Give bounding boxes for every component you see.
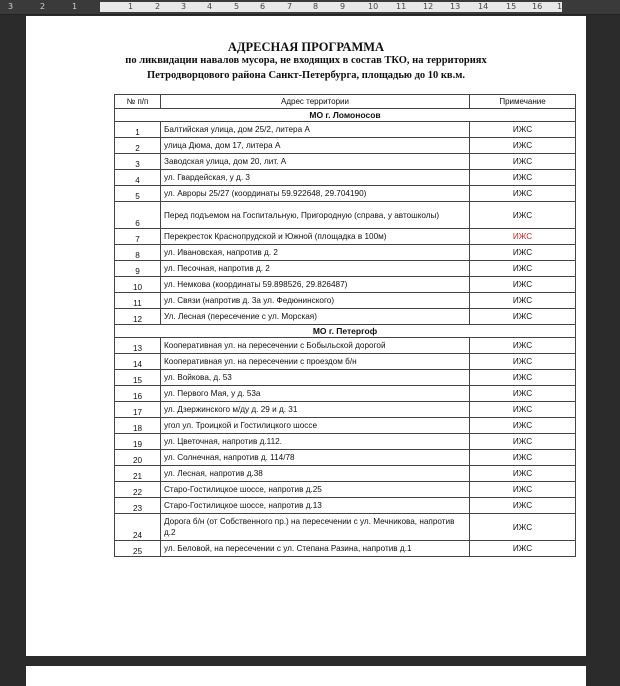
row-number: 22	[115, 482, 161, 498]
row-address: Ул. Лесная (пересечение с ул. Морская)	[161, 309, 470, 325]
row-number: 4	[115, 170, 161, 186]
row-number: 7	[115, 229, 161, 245]
row-number: 3	[115, 154, 161, 170]
ruler-tick: 16	[532, 2, 543, 11]
table-row	[115, 514, 576, 541]
row-number: 14	[115, 354, 161, 370]
row-address: Старо-Гостилицкое шоссе, напротив д.25	[161, 482, 470, 498]
table-row	[115, 261, 576, 277]
row-address: ул. Связи (напротив д. 3а ул. Федюнинского)	[161, 293, 470, 309]
table-row	[115, 434, 576, 450]
ruler-tick: 1	[128, 2, 134, 11]
ruler-text-area	[100, 2, 562, 12]
row-address: ул. Песочная, напротив д. 2	[161, 261, 470, 277]
row-note: ИЖС	[470, 386, 576, 402]
next-document-page	[26, 666, 586, 686]
row-note: ИЖС	[470, 450, 576, 466]
table-row	[115, 498, 576, 514]
row-address: Кооперативная ул. на пересечении с проездом б/н	[161, 354, 470, 370]
row-address: ул. Цветочная, напротив д.112.	[161, 434, 470, 450]
ruler-tick: 15	[506, 2, 517, 11]
row-number: 23	[115, 498, 161, 514]
table-row	[115, 338, 576, 354]
ruler-tick: 13	[450, 2, 461, 11]
ruler-tick: 12	[423, 2, 434, 11]
row-number: 24	[115, 514, 161, 541]
row-note: ИЖС	[470, 354, 576, 370]
table-row	[115, 277, 576, 293]
row-address: ул. Солнечная, напротив д. 114/78	[161, 450, 470, 466]
row-number: 18	[115, 418, 161, 434]
row-number: 10	[115, 277, 161, 293]
row-note: ИЖС	[470, 338, 576, 354]
row-note: ИЖС	[470, 402, 576, 418]
table-row	[115, 186, 576, 202]
row-number: 9	[115, 261, 161, 277]
row-number: 19	[115, 434, 161, 450]
row-note: ИЖС	[470, 277, 576, 293]
row-number: 25	[115, 541, 161, 557]
table-row	[115, 402, 576, 418]
row-note: ИЖС	[470, 514, 576, 541]
ruler-tick: 9	[340, 2, 346, 11]
row-number: 16	[115, 386, 161, 402]
row-note: ИЖС	[470, 466, 576, 482]
row-number: 15	[115, 370, 161, 386]
row-address: Старо-Гостилицкое шоссе, напротив д.13	[161, 498, 470, 514]
table-row	[115, 482, 576, 498]
row-address: ул. Немкова (координаты 59.898526, 29.826487)	[161, 277, 470, 293]
row-address: Перекресток Краснопрудской и Южной (площадка в 100м)	[161, 229, 470, 245]
table-row	[115, 450, 576, 466]
ruler-tick: 8	[313, 2, 319, 11]
row-address: ул. Дзержинского м/ду д. 29 и д. 31	[161, 402, 470, 418]
row-address: Перед подъемом на Госпитальную, Пригородную (справа, у автошколы)	[161, 202, 470, 229]
row-note: ИЖС	[470, 154, 576, 170]
table-row	[115, 170, 576, 186]
row-note: ИЖС	[470, 418, 576, 434]
row-number: 5	[115, 186, 161, 202]
section-header-row	[115, 325, 576, 338]
row-address: ул. Беловой, на пересечении с ул. Степана Разина, напротив д.1	[161, 541, 470, 557]
ruler-tick: 5	[234, 2, 240, 11]
ruler-tick: 4	[207, 2, 213, 11]
row-address: ул. Гвардейская, у д. 3	[161, 170, 470, 186]
row-number: 17	[115, 402, 161, 418]
row-note: ИЖС	[470, 434, 576, 450]
row-address: угол ул. Троицкой и Гостилицкого шоссе	[161, 418, 470, 434]
row-number: 21	[115, 466, 161, 482]
ruler-tick: 14	[478, 2, 489, 11]
row-note: ИЖС	[470, 245, 576, 261]
ruler-tick: 6	[260, 2, 266, 11]
ruler-tick: 2	[40, 2, 46, 11]
table-row	[115, 466, 576, 482]
table-row	[115, 418, 576, 434]
column-header-note: Примечание	[470, 95, 576, 109]
table-body	[115, 109, 576, 557]
row-address: Заводская улица, дом 20, лит. А	[161, 154, 470, 170]
row-number: 12	[115, 309, 161, 325]
address-table	[114, 94, 576, 557]
document-page	[26, 16, 586, 656]
table-row	[115, 386, 576, 402]
row-address: Дорога б/н (от Собственного пр.) на пересечении с ул. Мечникова, напротив д.2	[161, 514, 470, 541]
row-note: ИЖС	[470, 541, 576, 557]
section-title: МО г. Петергоф	[115, 325, 576, 338]
row-number: 6	[115, 202, 161, 229]
document-subtitle-line-1: по ликвидации навалов мусора, не входящих в состав ТКО, на территориях	[125, 55, 487, 66]
table-row	[115, 245, 576, 261]
section-header-row	[115, 109, 576, 122]
document-subtitle-line-2: Петродворцового района Санкт-Петербурга, площадью до 10 кв.м.	[146, 70, 465, 81]
row-number: 1	[115, 122, 161, 138]
table-row	[115, 309, 576, 325]
row-note: ИЖС	[470, 309, 576, 325]
section-title: МО г. Ломоносов	[115, 109, 576, 122]
row-address: ул. Авроры 25/27 (координаты 59.922648, 29.704190)	[161, 186, 470, 202]
row-address: Кооперативная ул. на пересечении с Бобыльской дорогой	[161, 338, 470, 354]
column-header-number: № п/п	[115, 95, 161, 109]
row-address: улица Дюма, дом 17, литера А	[161, 138, 470, 154]
row-address: Балтийская улица, дом 25/2, литера А	[161, 122, 470, 138]
row-note: ИЖС	[470, 482, 576, 498]
row-note: ИЖС	[470, 186, 576, 202]
table-row	[115, 122, 576, 138]
table-row	[115, 202, 576, 229]
table-row	[115, 370, 576, 386]
row-note: ИЖС	[470, 293, 576, 309]
row-note: ИЖС	[470, 261, 576, 277]
row-note: ИЖС	[470, 370, 576, 386]
row-note: ИЖС	[470, 170, 576, 186]
ruler-tick: 3	[181, 2, 187, 11]
ruler-tick: 7	[287, 2, 293, 11]
column-header-address: Адрес территории	[161, 95, 470, 109]
ruler-tick: 2	[155, 2, 161, 11]
row-address: ул. Ивановская, напротив д. 2	[161, 245, 470, 261]
ruler-tick: 10	[368, 2, 379, 11]
row-note: ИЖС	[470, 122, 576, 138]
row-note: ИЖС	[470, 229, 576, 245]
table-header-row	[115, 95, 576, 109]
row-note: ИЖС	[470, 498, 576, 514]
table-row	[115, 541, 576, 557]
row-number: 8	[115, 245, 161, 261]
table-row	[115, 354, 576, 370]
row-address: ул. Первого Мая, у д. 53а	[161, 386, 470, 402]
table-row	[115, 229, 576, 245]
row-note: ИЖС	[470, 202, 576, 229]
row-number: 2	[115, 138, 161, 154]
row-note: ИЖС	[470, 138, 576, 154]
ruler-tick: 17	[557, 2, 568, 11]
table-row	[115, 154, 576, 170]
row-number: 20	[115, 450, 161, 466]
ruler-tick: 11	[396, 2, 407, 11]
row-number: 13	[115, 338, 161, 354]
ruler-tick: 1	[72, 2, 78, 11]
document-title: АДРЕСНАЯ ПРОГРАММА	[227, 40, 385, 54]
ruler-tick: 3	[8, 2, 14, 11]
row-number: 11	[115, 293, 161, 309]
row-address: ул. Лесная, напротив д.38	[161, 466, 470, 482]
horizontal-ruler[interactable]	[0, 0, 620, 15]
table-row	[115, 138, 576, 154]
table-row	[115, 293, 576, 309]
row-address: ул. Войкова, д. 53	[161, 370, 470, 386]
